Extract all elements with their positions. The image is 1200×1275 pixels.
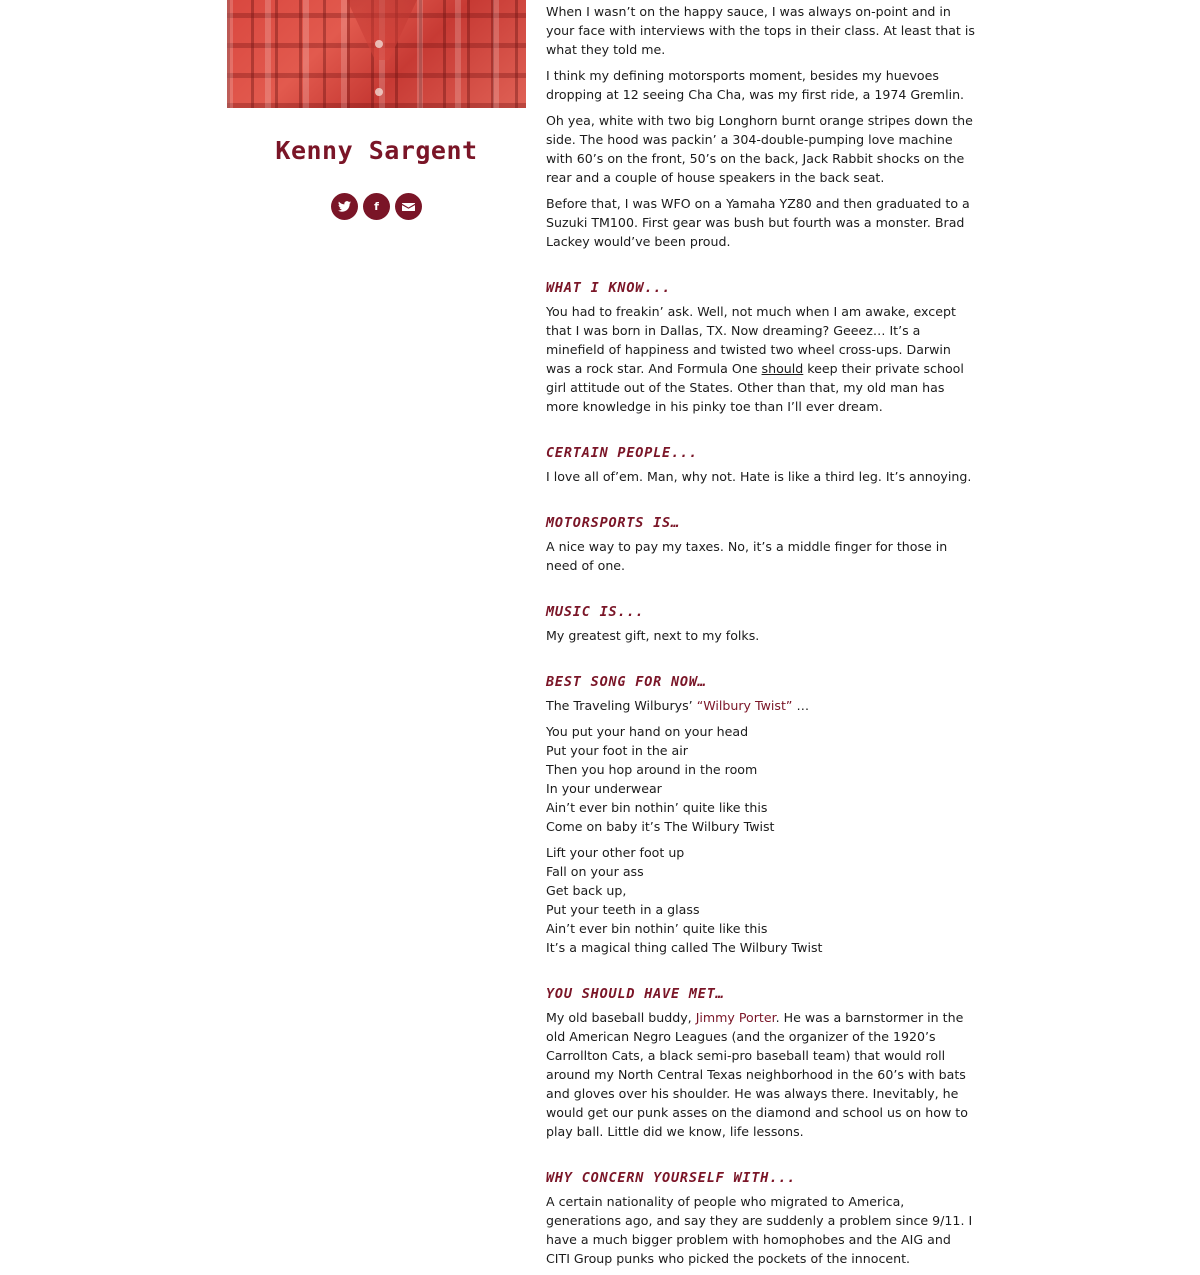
facebook-icon[interactable] bbox=[363, 193, 390, 220]
certain-people-text: I love all of’em. Man, why not. Hate is like a third leg. It’s annoying. bbox=[546, 469, 972, 484]
lyric-line: It’s a magical thing called The Wilbury Twist bbox=[546, 940, 823, 955]
lyric-line: Ain’t ever bin nothin’ quite like this bbox=[546, 921, 768, 936]
lyric-line: Put your teeth in a glass bbox=[546, 902, 700, 917]
why-concern-text: A certain nationality of people who migrated to America, generations ago, and say they are suddenly a problem since 9/11. I have a much bigger problem with homophobes and the AIG and CITI Group punks who picked the pockets of the innocent. bbox=[546, 1194, 973, 1266]
section-heading-certain-people: CERTAIN PEOPLE... bbox=[546, 445, 698, 461]
bio-column bbox=[546, 2, 978, 1275]
text-segment: keep their private school girl attitude out of the States. Other than that, my old man has more knowledge in his pinky toe than I’ll ever dream. bbox=[546, 361, 964, 414]
profile-name: Kenny Sargent bbox=[275, 136, 478, 165]
shirt-button-shape bbox=[375, 40, 383, 48]
shirt-button-shape bbox=[375, 88, 383, 96]
what-i-know-text bbox=[546, 302, 978, 416]
lyric-line: Come on baby it’s The Wilbury Twist bbox=[546, 819, 775, 834]
text-segment: . He was a barnstormer in the old American Negro Leagues (and the organizer of the 1920’s Carrollton Cats, a black semi-pro baseball team) that would roll around my North Central Texas neighborhood in the 60’s with bats and gloves over his shoulder. He was always there. Inevitably, he would get our punk asses on the diamond and school us on how to play ball. Little did we know, life lessons. bbox=[546, 1010, 968, 1139]
lyric-line: Lift your other foot up bbox=[546, 845, 685, 860]
lyric-line: Put your foot in the air bbox=[546, 743, 688, 758]
motorsports-text: A nice way to pay my taxes. No, it’s a middle finger for those in need of one. bbox=[546, 539, 948, 573]
section-heading-why-concern: WHY CONCERN YOURSELF WITH... bbox=[546, 1170, 796, 1186]
section-heading-what-i-know: WHAT I KNOW... bbox=[546, 280, 671, 296]
profile-photo bbox=[227, 0, 526, 108]
email-icon[interactable] bbox=[395, 193, 422, 220]
section-heading-motorsports: MOTORSPORTS IS… bbox=[546, 515, 680, 531]
text-segment: The Traveling Wilburys’ bbox=[546, 698, 697, 713]
music-text: My greatest gift, next to my folks. bbox=[546, 628, 760, 643]
lyrics-verse-2 bbox=[546, 843, 978, 957]
lyric-line: Then you hop around in the room bbox=[546, 762, 758, 777]
lyric-line: Ain’t ever bin nothin’ quite like this bbox=[546, 800, 768, 815]
twitter-bird-glyph bbox=[338, 201, 351, 212]
text-segment: My old baseball buddy, bbox=[546, 1010, 696, 1025]
profile-column bbox=[227, 0, 526, 220]
social-links bbox=[227, 193, 526, 220]
shirt-collar-shape bbox=[347, 0, 417, 60]
lyric-line: Fall on your ass bbox=[546, 864, 644, 879]
envelope-glyph bbox=[402, 202, 415, 212]
intro-paragraph: Before that, I was WFO on a Yamaha YZ80 and then graduated to a Suzuki TM100. First gear was bush but fourth was a monster. Brad Lackey would’ve been proud. bbox=[546, 196, 970, 249]
section-heading-should-have-met: YOU SHOULD HAVE MET… bbox=[546, 986, 725, 1002]
lyrics-verse-1 bbox=[546, 722, 978, 836]
section-heading-best-song: BEST SONG FOR NOW… bbox=[546, 674, 707, 690]
jimmy-porter-link[interactable]: Jimmy Porter bbox=[695, 1010, 776, 1025]
should-have-met-text bbox=[546, 1008, 978, 1141]
twitter-icon[interactable] bbox=[331, 193, 358, 220]
lyric-line: In your underwear bbox=[546, 781, 662, 796]
intro-paragraph: I think my defining motorsports moment, besides my huevoes dropping at 12 seeing Cha Cha, was my first ride, a 1974 Gremlin. bbox=[546, 68, 965, 102]
lyric-line: Get back up, bbox=[546, 883, 627, 898]
text-segment: You had to freakin’ ask. Well, not much when I am awake, except that I was born in Dallas, TX. Now dreaming? Geeez… It’s a minefield of happiness and twisted two wheel cross-ups. Darwin was a rock star. And Formula One bbox=[546, 304, 956, 376]
facebook-glyph: f bbox=[374, 200, 379, 213]
intro-paragraph: Oh yea, white with two big Longhorn burnt orange stripes down the side. The hood was packin’ a 304-double-pumping love machine with 60’s on the front, 50’s on the back, Jack Rabbit shocks on the rear and a couple of house speakers in the back seat. bbox=[546, 113, 973, 185]
underlined-word: should bbox=[761, 361, 804, 376]
lyric-line: You put your hand on your head bbox=[546, 724, 749, 739]
section-heading-music: MUSIC IS... bbox=[546, 604, 645, 620]
best-song-intro bbox=[546, 696, 978, 715]
text-segment: … bbox=[792, 698, 810, 713]
song-link[interactable]: “Wilbury Twist” bbox=[696, 698, 793, 713]
intro-paragraph: When I wasn’t on the happy sauce, I was always on-point and in your face with interviews with the tops in their class. At least that is what they told me. bbox=[546, 4, 975, 57]
